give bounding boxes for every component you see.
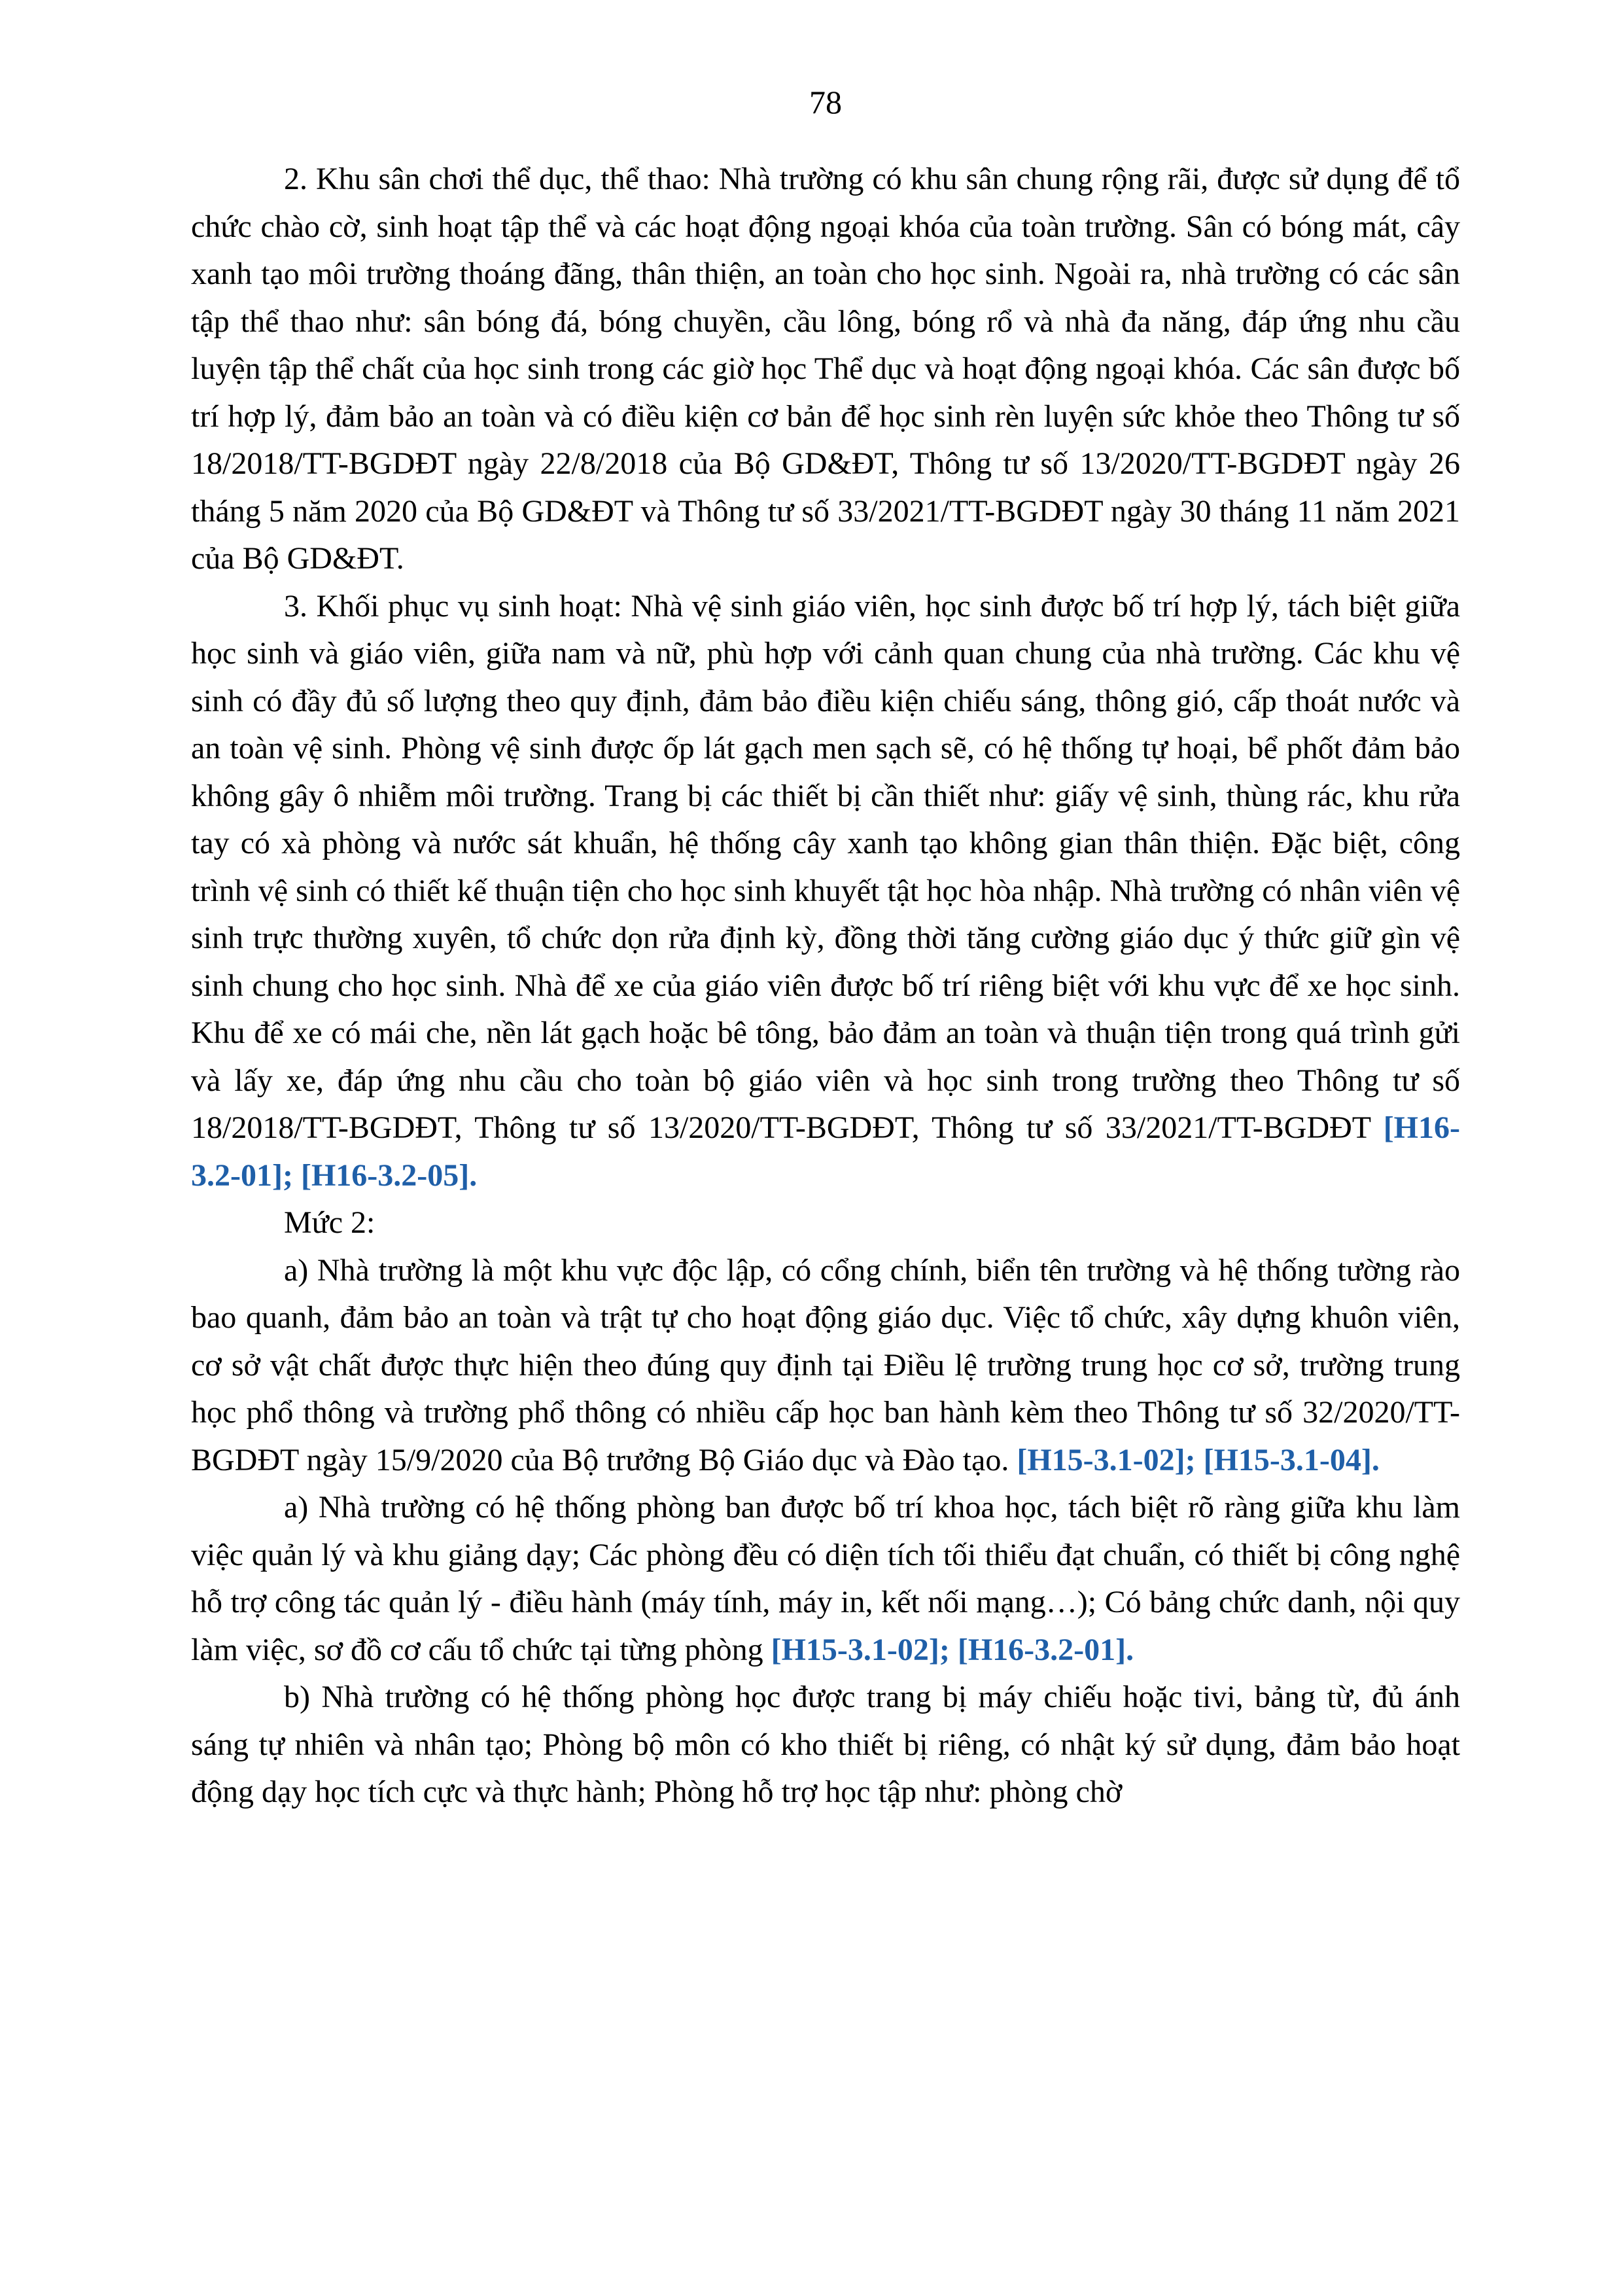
paragraph-sanitation xyxy=(191,583,1460,1200)
paragraph-text: b) Nhà trường có hệ thống phòng học được trang bị máy chiếu hoặc tivi, bảng từ, đủ ánh sáng tự nhiên và nhân tạo; Phòng bộ môn có kho thiết bị riêng, có nhật ký sử dụng, đảm bảo hoạt động dạy học tích cực và thực hành; Phòng hỗ trợ học tập như: phòng chờ xyxy=(191,1680,1460,1809)
paragraph-classrooms xyxy=(191,1674,1460,1816)
page-number: 78 xyxy=(809,84,842,120)
paragraph-text: 2. Khu sân chơi thể dục, thể thao: Nhà trường có khu sân chung rộng rãi, được sử dụng để tổ chức chào cờ, sinh hoạt tập thể và các hoạt động ngoại khóa của toàn trường. Sân có bóng mát, cây xanh tạo môi trường thoáng đãng, thân thiện, an toàn cho học sinh. Ngoài ra, nhà trường có các sân tập thể thao như: sân bóng đá, bóng chuyền, cầu lông, bóng rổ và nhà đa năng, đáp ứng nhu cầu luyện tập thể chất của học sinh trong các giờ học Thể dục và hoạt động ngoại khóa. Các sân được bố trí hợp lý, đảm bảo an toàn và có điều kiện cơ bản để học sinh rèn luyện sức khỏe theo Thông tư số 18/2018/TT-BGDĐT ngày 22/8/2018 của Bộ GD&ĐT, Thông tư số 13/2020/TT-BGDĐT ngày 26 tháng 5 năm 2020 của Bộ GD&ĐT và Thông tư số 33/2021/TT-BGDĐT ngày 30 tháng 11 năm 2021 của Bộ GD&ĐT. xyxy=(191,162,1460,576)
evidence-code: [H15-3.1-02]; [H16-3.2-01]. xyxy=(771,1632,1134,1667)
paragraph-campus xyxy=(191,1247,1460,1485)
paragraph-text: a) Nhà trường có hệ thống phòng ban được bố trí khoa học, tách biệt rõ ràng giữa khu làm việc quản lý và khu giảng dạy; Các phòng đều có diện tích tối thiểu đạt chuẩn, có thiết bị công nghệ hỗ trợ công tác quản lý - điều hành (máy tính, máy in, kết nối mạng…); Có bảng chức danh, nội quy làm việc, sơ đồ cơ cấu tổ chức tại từng phòng xyxy=(191,1490,1460,1667)
paragraph-offices xyxy=(191,1484,1460,1674)
paragraph-playground xyxy=(191,156,1460,583)
paragraph-level-2-heading xyxy=(191,1199,1460,1247)
paragraph-text: Mức 2: xyxy=(284,1205,375,1240)
evidence-code: [H16-3.2-01]; [H16-3.2-05]. xyxy=(191,1110,1460,1193)
document-page xyxy=(191,79,1460,1816)
evidence-code: [H15-3.1-02]; [H15-3.1-04]. xyxy=(1017,1442,1380,1477)
paragraph-text: a) Nhà trường là một khu vực độc lập, có cổng chính, biển tên trường và hệ thống tường rào bao quanh, đảm bảo an toàn và trật tự cho hoạt động giáo dục. Việc tổ chức, xây dựng khuôn viên, cơ sở vật chất được thực hiện theo đúng quy định tại Điều lệ trường trung học cơ sở, trường trung học phổ thông và trường phổ thông có nhiều cấp học ban hành kèm theo Thông tư số 32/2020/TT-BGDĐT ngày 15/9/2020 của Bộ trưởng Bộ Giáo dục và Đào tạo. xyxy=(191,1252,1460,1477)
paragraph-text: 3. Khối phục vụ sinh hoạt: Nhà vệ sinh giáo viên, học sinh được bố trí hợp lý, tách biệt giữa học sinh và giáo viên, giữa nam và nữ, phù hợp với cảnh quan chung của nhà trường. Các khu vệ sinh có đầy đủ số lượng theo quy định, đảm bảo điều kiện chiếu sáng, thông gió, cấp thoát nước và an toàn vệ sinh. Phòng vệ sinh được ốp lát gạch men sạch sẽ, có hệ thống tự hoại, bể phốt đảm bảo không gây ô nhiễm môi trường. Trang bị các thiết bị cần thiết như: giấy vệ sinh, thùng rác, khu rửa tay có xà phòng và nước sát khuẩn, hệ thống cây xanh tạo không gian thân thiện. Đặc biệt, công trình vệ sinh có thiết kế thuận tiện cho học sinh khuyết tật học hòa nhập. Nhà trường có nhân viên vệ sinh trực thường xuyên, tổ chức dọn rửa định kỳ, đồng thời tăng cường giáo dục ý thức giữ gìn vệ sinh chung cho học sinh. Nhà để xe của giáo viên được bố trí riêng biệt với khu vực để xe học sinh. Khu để xe có mái che, nền lát gạch hoặc bê tông, bảo đảm an toàn và thuận tiện trong quá trình gửi và lấy xe, đáp ứng nhu cầu cho toàn bộ giáo viên và học sinh trong trường theo Thông tư số 18/2018/TT-BGDĐT, Thông tư số 13/2020/TT-BGDĐT, Thông tư số 33/2021/TT-BGDĐT xyxy=(191,588,1460,1145)
